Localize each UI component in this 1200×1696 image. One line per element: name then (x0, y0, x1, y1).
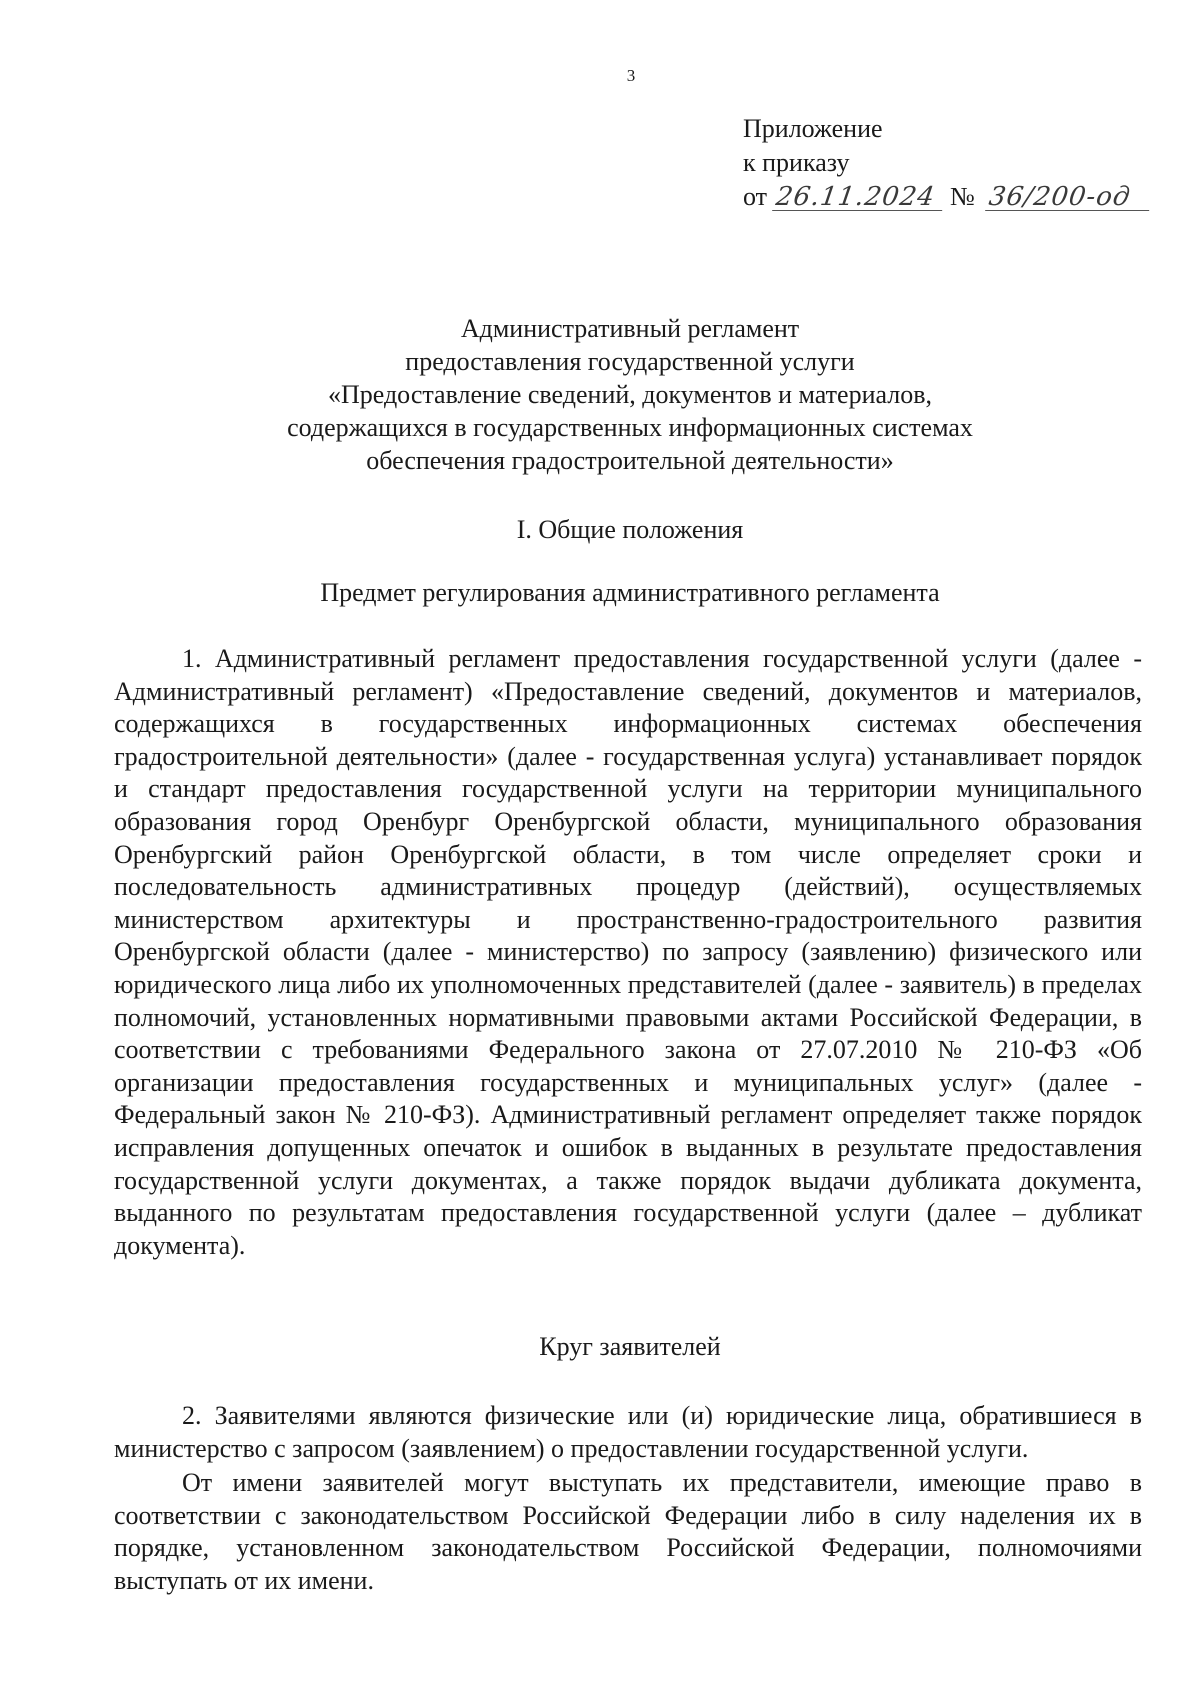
appendix-title: Приложение (743, 114, 883, 143)
handwritten-number: 36/200-од (985, 184, 1153, 211)
subsection-heading: Круг заявителей (539, 1332, 721, 1361)
title-line: Административный регламент (460, 314, 800, 343)
document-title (110, 312, 1150, 477)
title-line: «Предоставление сведений, документов и материалов, (327, 380, 933, 409)
paragraph-1: 1. Административный регламент предоставления государственной услуги (далее - Административный регламент) «Предоставление сведений, документов и материалов, содержащихся в государственных информационных системах обеспечения градостроительной деятельности» (далее - государственная услуга) устанавливает порядок и стандарт предоставления государственной услуги на территории муниципального образования город Оренбург Оренбургской области, муниципального образования Оренбургский район Оренбургской области, в том числе определяет сроки и последовательность административных процедур (действий), осуществляемых министерством архитектуры и пространственно-градостроительного развития Оренбургской области (далее - министерство) по запросу (заявлению) физического или юридического лица либо их уполномоченных представителей (далее - заявитель) в пределах полномочий, установленных нормативными правовыми актами Российской Федерации, в соответствии с требованиями Федерального закона от 27.07.2010 № 210-ФЗ «Об организации предоставления государственных и муниципальных услуг» (далее - Федеральный закон № 210-ФЗ). Административный регламент определяет также порядок исправления допущенных опечаток и ошибок в выданных в результате предоставления государственной услуги документах, а также порядок выдачи дубликата документа, выданного по результатам предоставления государственной услуги (далее – дубликат документа). (114, 644, 1142, 1260)
section-heading: I. Общие положения (516, 515, 744, 544)
title-line: обеспечения градостроительной деятельности» (366, 446, 894, 475)
handwritten-date: 26.11.2024 (772, 184, 946, 211)
from-label: от (743, 182, 768, 211)
paragraph-2: 2. Заявителями являются физические или (и) юридические лица, обратившиеся в министерство с запросом (заявлением) о предоставлении государственной услуги. (114, 1401, 1142, 1463)
title-line: содержащихся в государственных информационных системах (287, 413, 973, 442)
appendix-order-label: к приказу (743, 148, 850, 177)
subsection-heading: Предмет регулирования административного регламента (320, 578, 940, 607)
appendix-block (743, 112, 1151, 214)
title-line: предоставления государственной услуги (405, 347, 855, 376)
paragraph-3: От имени заявителей могут выступать их представители, имеющие право в соответствии с законодательством Российской Федерации либо в силу наделения их в порядке, установленном законодательством Российской Федерации, полномочиями выступать от их имени. (114, 1468, 1142, 1595)
page-number: 3 (626, 66, 636, 85)
appendix-date-number-line (743, 180, 1151, 214)
number-label: № (950, 182, 975, 211)
